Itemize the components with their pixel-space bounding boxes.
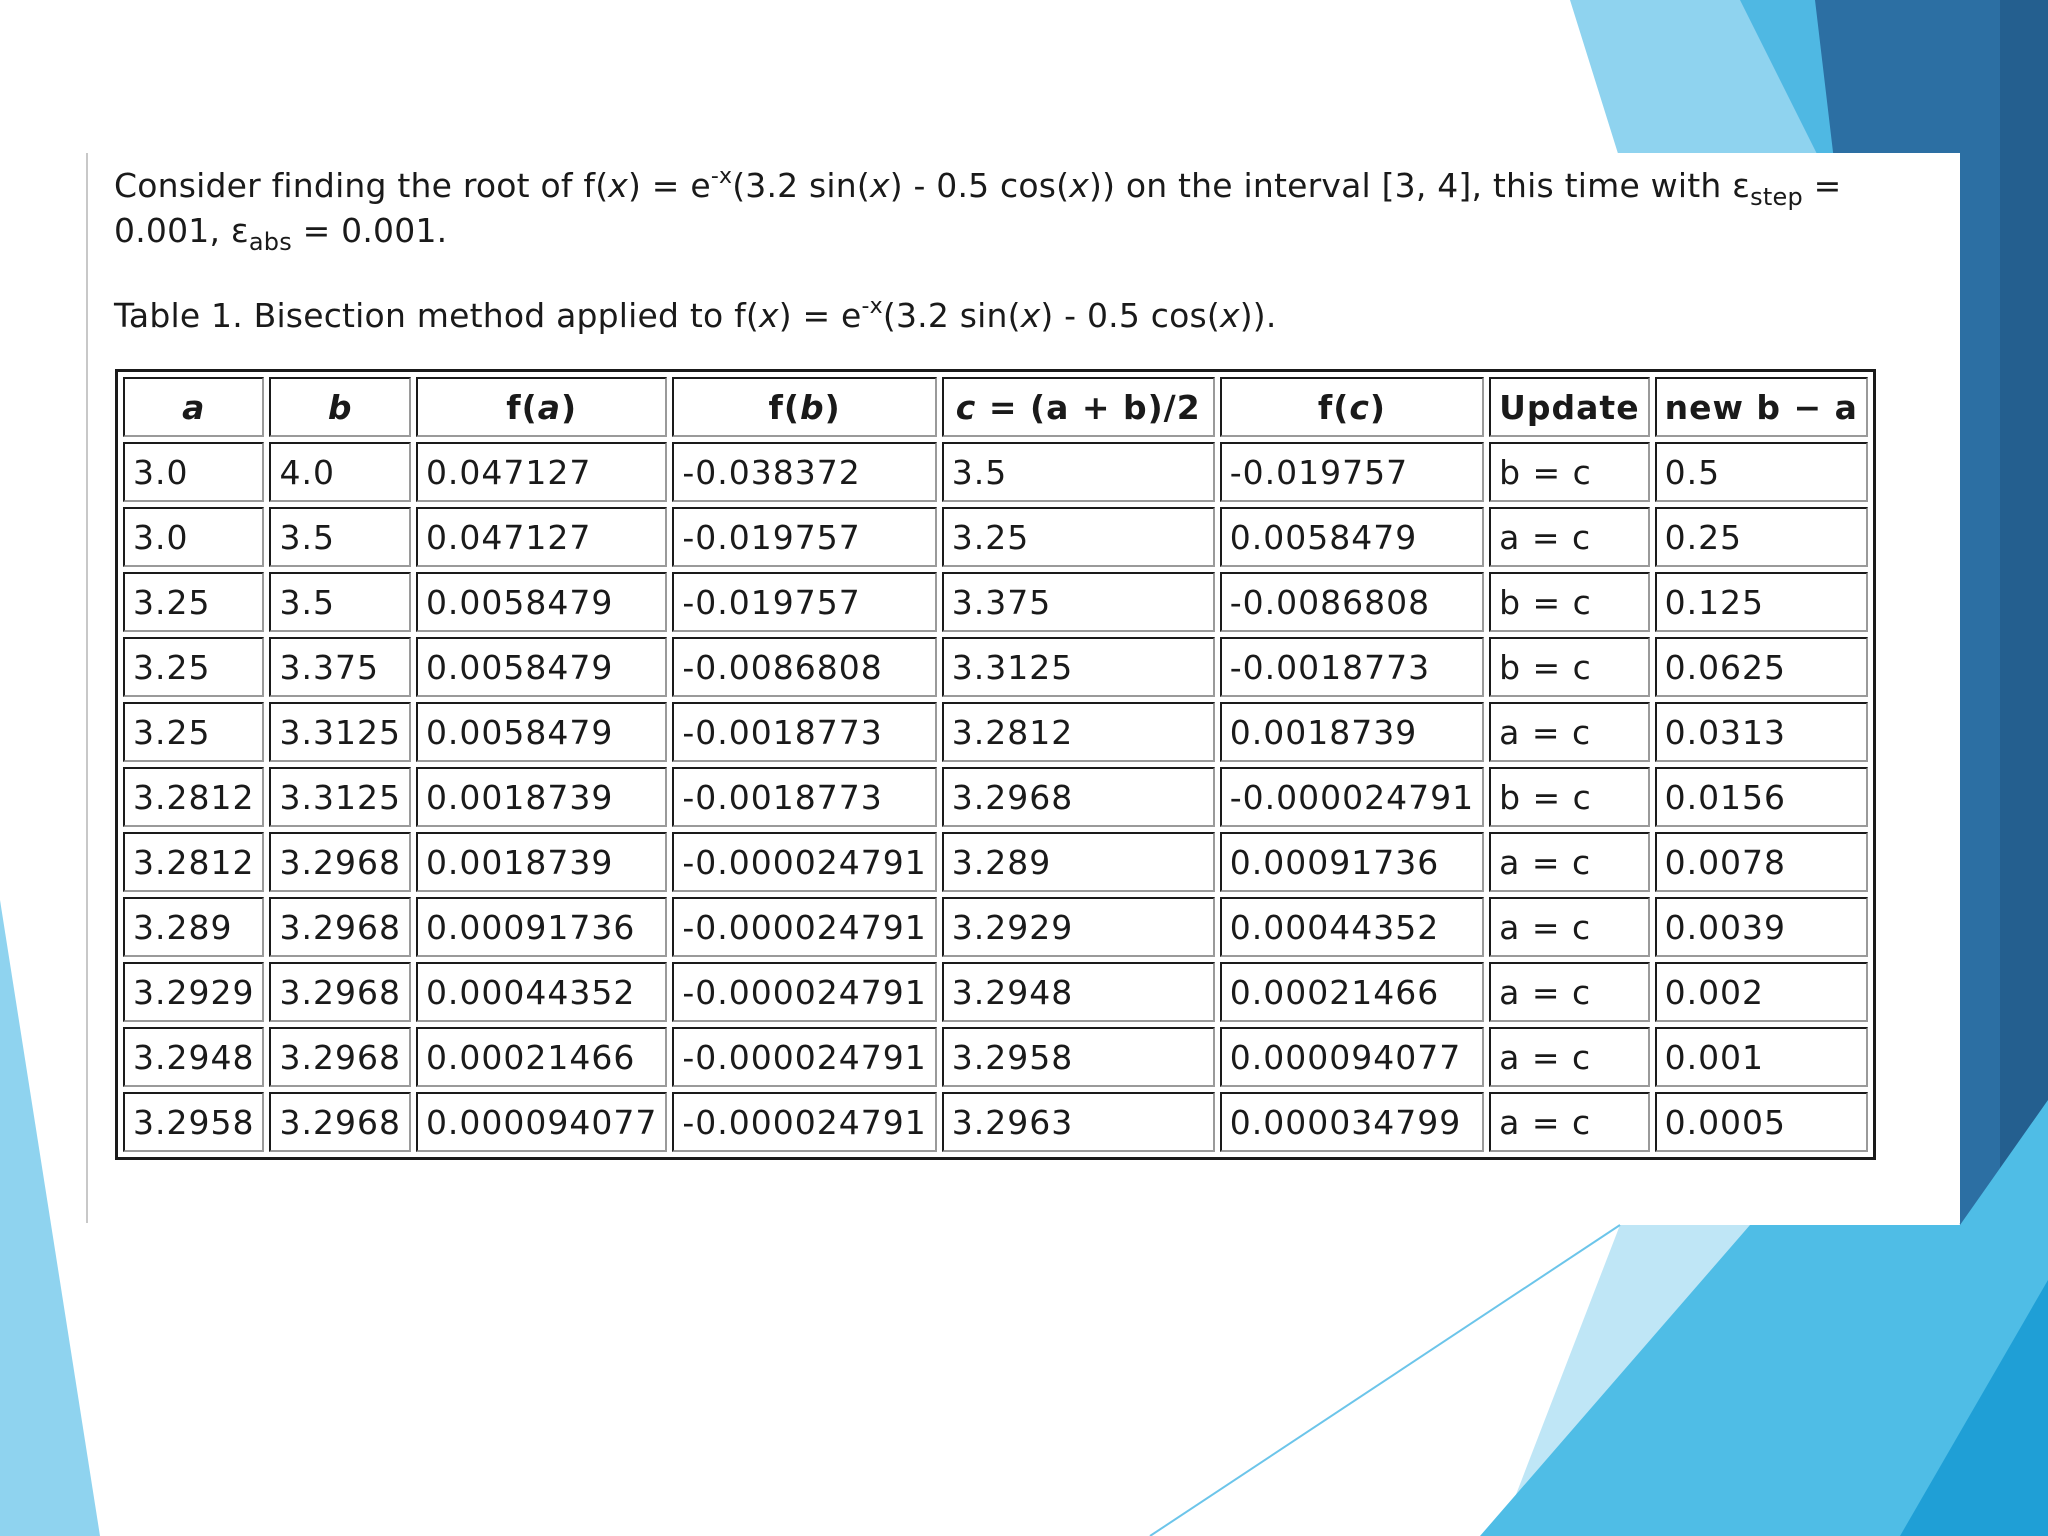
header-fa — [416, 377, 667, 437]
cell-c: 3.3125 — [942, 637, 1215, 697]
header-fc — [1220, 377, 1484, 437]
cell-a: 3.2958 — [123, 1092, 264, 1152]
table-row — [123, 442, 1868, 502]
intro-var: x — [608, 166, 629, 205]
cell-a: 3.25 — [123, 572, 264, 632]
caption-text: )). — [1239, 296, 1277, 335]
cell-new-width: 0.002 — [1655, 962, 1868, 1022]
header-fa-post: ) — [560, 387, 578, 427]
intro-exponent: -x — [710, 164, 733, 189]
cell-c: 3.25 — [942, 507, 1215, 567]
cell-new-width: 0.0078 — [1655, 832, 1868, 892]
intro-text: )) on the interval [3, 4], this time with ε — [1089, 166, 1751, 205]
header-b: b — [269, 377, 410, 437]
cell-a: 3.0 — [123, 507, 264, 567]
intro-subscript: step — [1750, 183, 1803, 211]
cell-fc: 0.0058479 — [1220, 507, 1484, 567]
intro-subscript: abs — [248, 228, 292, 256]
cell-c: 3.2968 — [942, 767, 1215, 827]
cell-fb: -0.019757 — [672, 507, 936, 567]
cell-b: 3.3125 — [269, 702, 410, 762]
header-fa-var: a — [537, 387, 561, 427]
header-fb-var: b — [799, 387, 825, 427]
caption-text: ) - 0.5 cos( — [1040, 296, 1220, 335]
cell-fb: -0.000024791 — [672, 1092, 936, 1152]
intro-text: ) = e — [628, 166, 711, 205]
cell-fa: 0.0058479 — [416, 637, 667, 697]
cell-fc: -0.000024791 — [1220, 767, 1484, 827]
cell-b: 3.5 — [269, 572, 410, 632]
table-row — [123, 507, 1868, 567]
table-caption — [114, 293, 1277, 338]
cell-b: 3.3125 — [269, 767, 410, 827]
cell-new-width: 0.0039 — [1655, 897, 1868, 957]
cell-update: b = c — [1489, 637, 1649, 697]
cell-fa: 0.000094077 — [416, 1092, 667, 1152]
cell-new-width: 0.0005 — [1655, 1092, 1868, 1152]
cell-fb: -0.0018773 — [672, 702, 936, 762]
cell-update: a = c — [1489, 1092, 1649, 1152]
header-fb-pre: f( — [768, 387, 800, 427]
cell-fb: -0.038372 — [672, 442, 936, 502]
cell-c: 3.2958 — [942, 1027, 1215, 1087]
header-fb — [672, 377, 936, 437]
cell-fb: -0.0018773 — [672, 767, 936, 827]
cell-a: 3.289 — [123, 897, 264, 957]
cell-new-width: 0.0156 — [1655, 767, 1868, 827]
intro-var: x — [869, 166, 890, 205]
cell-update: a = c — [1489, 1027, 1649, 1087]
cell-a: 3.2812 — [123, 767, 264, 827]
bisection-table — [115, 369, 1876, 1160]
cell-fc: 0.000094077 — [1220, 1027, 1484, 1087]
intro-text: (3.2 sin( — [732, 166, 870, 205]
intro-text: = 0.001. — [291, 211, 448, 250]
cell-fb: -0.000024791 — [672, 897, 936, 957]
cell-fc: 0.00091736 — [1220, 832, 1484, 892]
cell-b: 3.2968 — [269, 897, 410, 957]
cell-b: 3.2968 — [269, 962, 410, 1022]
table-row — [123, 1027, 1868, 1087]
caption-var: x — [1219, 296, 1240, 335]
cell-fa: 0.0058479 — [416, 572, 667, 632]
intro-paragraph — [114, 163, 1954, 256]
intro-text: = 0.001, ε — [114, 166, 1842, 250]
table-header-row — [123, 377, 1868, 437]
cell-c: 3.5 — [942, 442, 1215, 502]
cell-a: 3.2929 — [123, 962, 264, 1022]
table-row — [123, 897, 1868, 957]
cell-c: 3.289 — [942, 832, 1215, 892]
cell-new-width: 0.25 — [1655, 507, 1868, 567]
cell-c: 3.2812 — [942, 702, 1215, 762]
cell-c: 3.2929 — [942, 897, 1215, 957]
cell-update: b = c — [1489, 572, 1649, 632]
cell-b: 3.375 — [269, 637, 410, 697]
cell-fc: 0.00044352 — [1220, 897, 1484, 957]
cell-c: 3.375 — [942, 572, 1215, 632]
cell-fb: -0.000024791 — [672, 962, 936, 1022]
left-light-wedge — [0, 900, 100, 1536]
cell-b: 4.0 — [269, 442, 410, 502]
intro-var: x — [1069, 166, 1089, 205]
header-fb-post: ) — [824, 387, 841, 427]
table-row — [123, 767, 1868, 827]
cell-b: 3.2968 — [269, 1092, 410, 1152]
cell-update: a = c — [1489, 702, 1649, 762]
cell-new-width: 0.001 — [1655, 1027, 1868, 1087]
cell-a: 3.25 — [123, 702, 264, 762]
cell-fc: -0.0018773 — [1220, 637, 1484, 697]
cell-fc: 0.00021466 — [1220, 962, 1484, 1022]
caption-text: Table 1. Bisection method applied to f( — [114, 296, 759, 335]
table-row — [123, 572, 1868, 632]
cell-a: 3.25 — [123, 637, 264, 697]
cell-fc: -0.0086808 — [1220, 572, 1484, 632]
cell-c: 3.2948 — [942, 962, 1215, 1022]
table-row — [123, 962, 1868, 1022]
cell-fa: 0.0018739 — [416, 832, 667, 892]
cell-fb: -0.000024791 — [672, 832, 936, 892]
table-row — [123, 702, 1868, 762]
cell-fc: -0.019757 — [1220, 442, 1484, 502]
table-body — [123, 442, 1868, 1152]
cell-fc: 0.000034799 — [1220, 1092, 1484, 1152]
cell-a: 3.0 — [123, 442, 264, 502]
cell-c: 3.2963 — [942, 1092, 1215, 1152]
cell-new-width: 0.5 — [1655, 442, 1868, 502]
caption-exponent: -x — [861, 294, 883, 319]
table-row — [123, 637, 1868, 697]
header-new-width: new b − a — [1655, 377, 1868, 437]
header-fc-post: ) — [1369, 387, 1386, 427]
table-row — [123, 1092, 1868, 1152]
cell-update: a = c — [1489, 832, 1649, 892]
cell-new-width: 0.0625 — [1655, 637, 1868, 697]
header-a: a — [123, 377, 264, 437]
table-row — [123, 832, 1868, 892]
cell-fa: 0.0058479 — [416, 702, 667, 762]
header-fc-var: c — [1349, 387, 1370, 427]
intro-text: Consider finding the root of f( — [114, 166, 609, 205]
cell-update: a = c — [1489, 962, 1649, 1022]
caption-text: ) = e — [778, 296, 862, 335]
header-fa-pre: f( — [506, 387, 538, 427]
cell-fa: 0.0018739 — [416, 767, 667, 827]
header-c-rest: = (a + b)/2 — [976, 387, 1201, 427]
cell-fb: -0.019757 — [672, 572, 936, 632]
cell-fa: 0.00044352 — [416, 962, 667, 1022]
intro-text: ) - 0.5 cos( — [889, 166, 1070, 205]
caption-var: x — [1020, 296, 1041, 335]
header-update: Update — [1489, 377, 1649, 437]
cell-new-width: 0.0313 — [1655, 702, 1868, 762]
header-fc-pre: f( — [1317, 387, 1350, 427]
cell-fc: 0.0018739 — [1220, 702, 1484, 762]
cell-update: a = c — [1489, 507, 1649, 567]
cell-a: 3.2948 — [123, 1027, 264, 1087]
header-c — [942, 377, 1215, 437]
cell-b: 3.5 — [269, 507, 410, 567]
cell-update: a = c — [1489, 897, 1649, 957]
content-panel — [86, 153, 1960, 1223]
cell-b: 3.2968 — [269, 1027, 410, 1087]
cell-fa: 0.047127 — [416, 442, 667, 502]
caption-text: (3.2 sin( — [882, 296, 1021, 335]
cell-update: b = c — [1489, 767, 1649, 827]
caption-var: x — [758, 296, 779, 335]
cell-fb: -0.0086808 — [672, 637, 936, 697]
cell-update: b = c — [1489, 442, 1649, 502]
cell-b: 3.2968 — [269, 832, 410, 892]
cell-fa: 0.00091736 — [416, 897, 667, 957]
cell-fa: 0.00021466 — [416, 1027, 667, 1087]
cell-fb: -0.000024791 — [672, 1027, 936, 1087]
cell-a: 3.2812 — [123, 832, 264, 892]
cell-new-width: 0.125 — [1655, 572, 1868, 632]
header-c-var: c — [955, 387, 977, 427]
cell-fa: 0.047127 — [416, 507, 667, 567]
